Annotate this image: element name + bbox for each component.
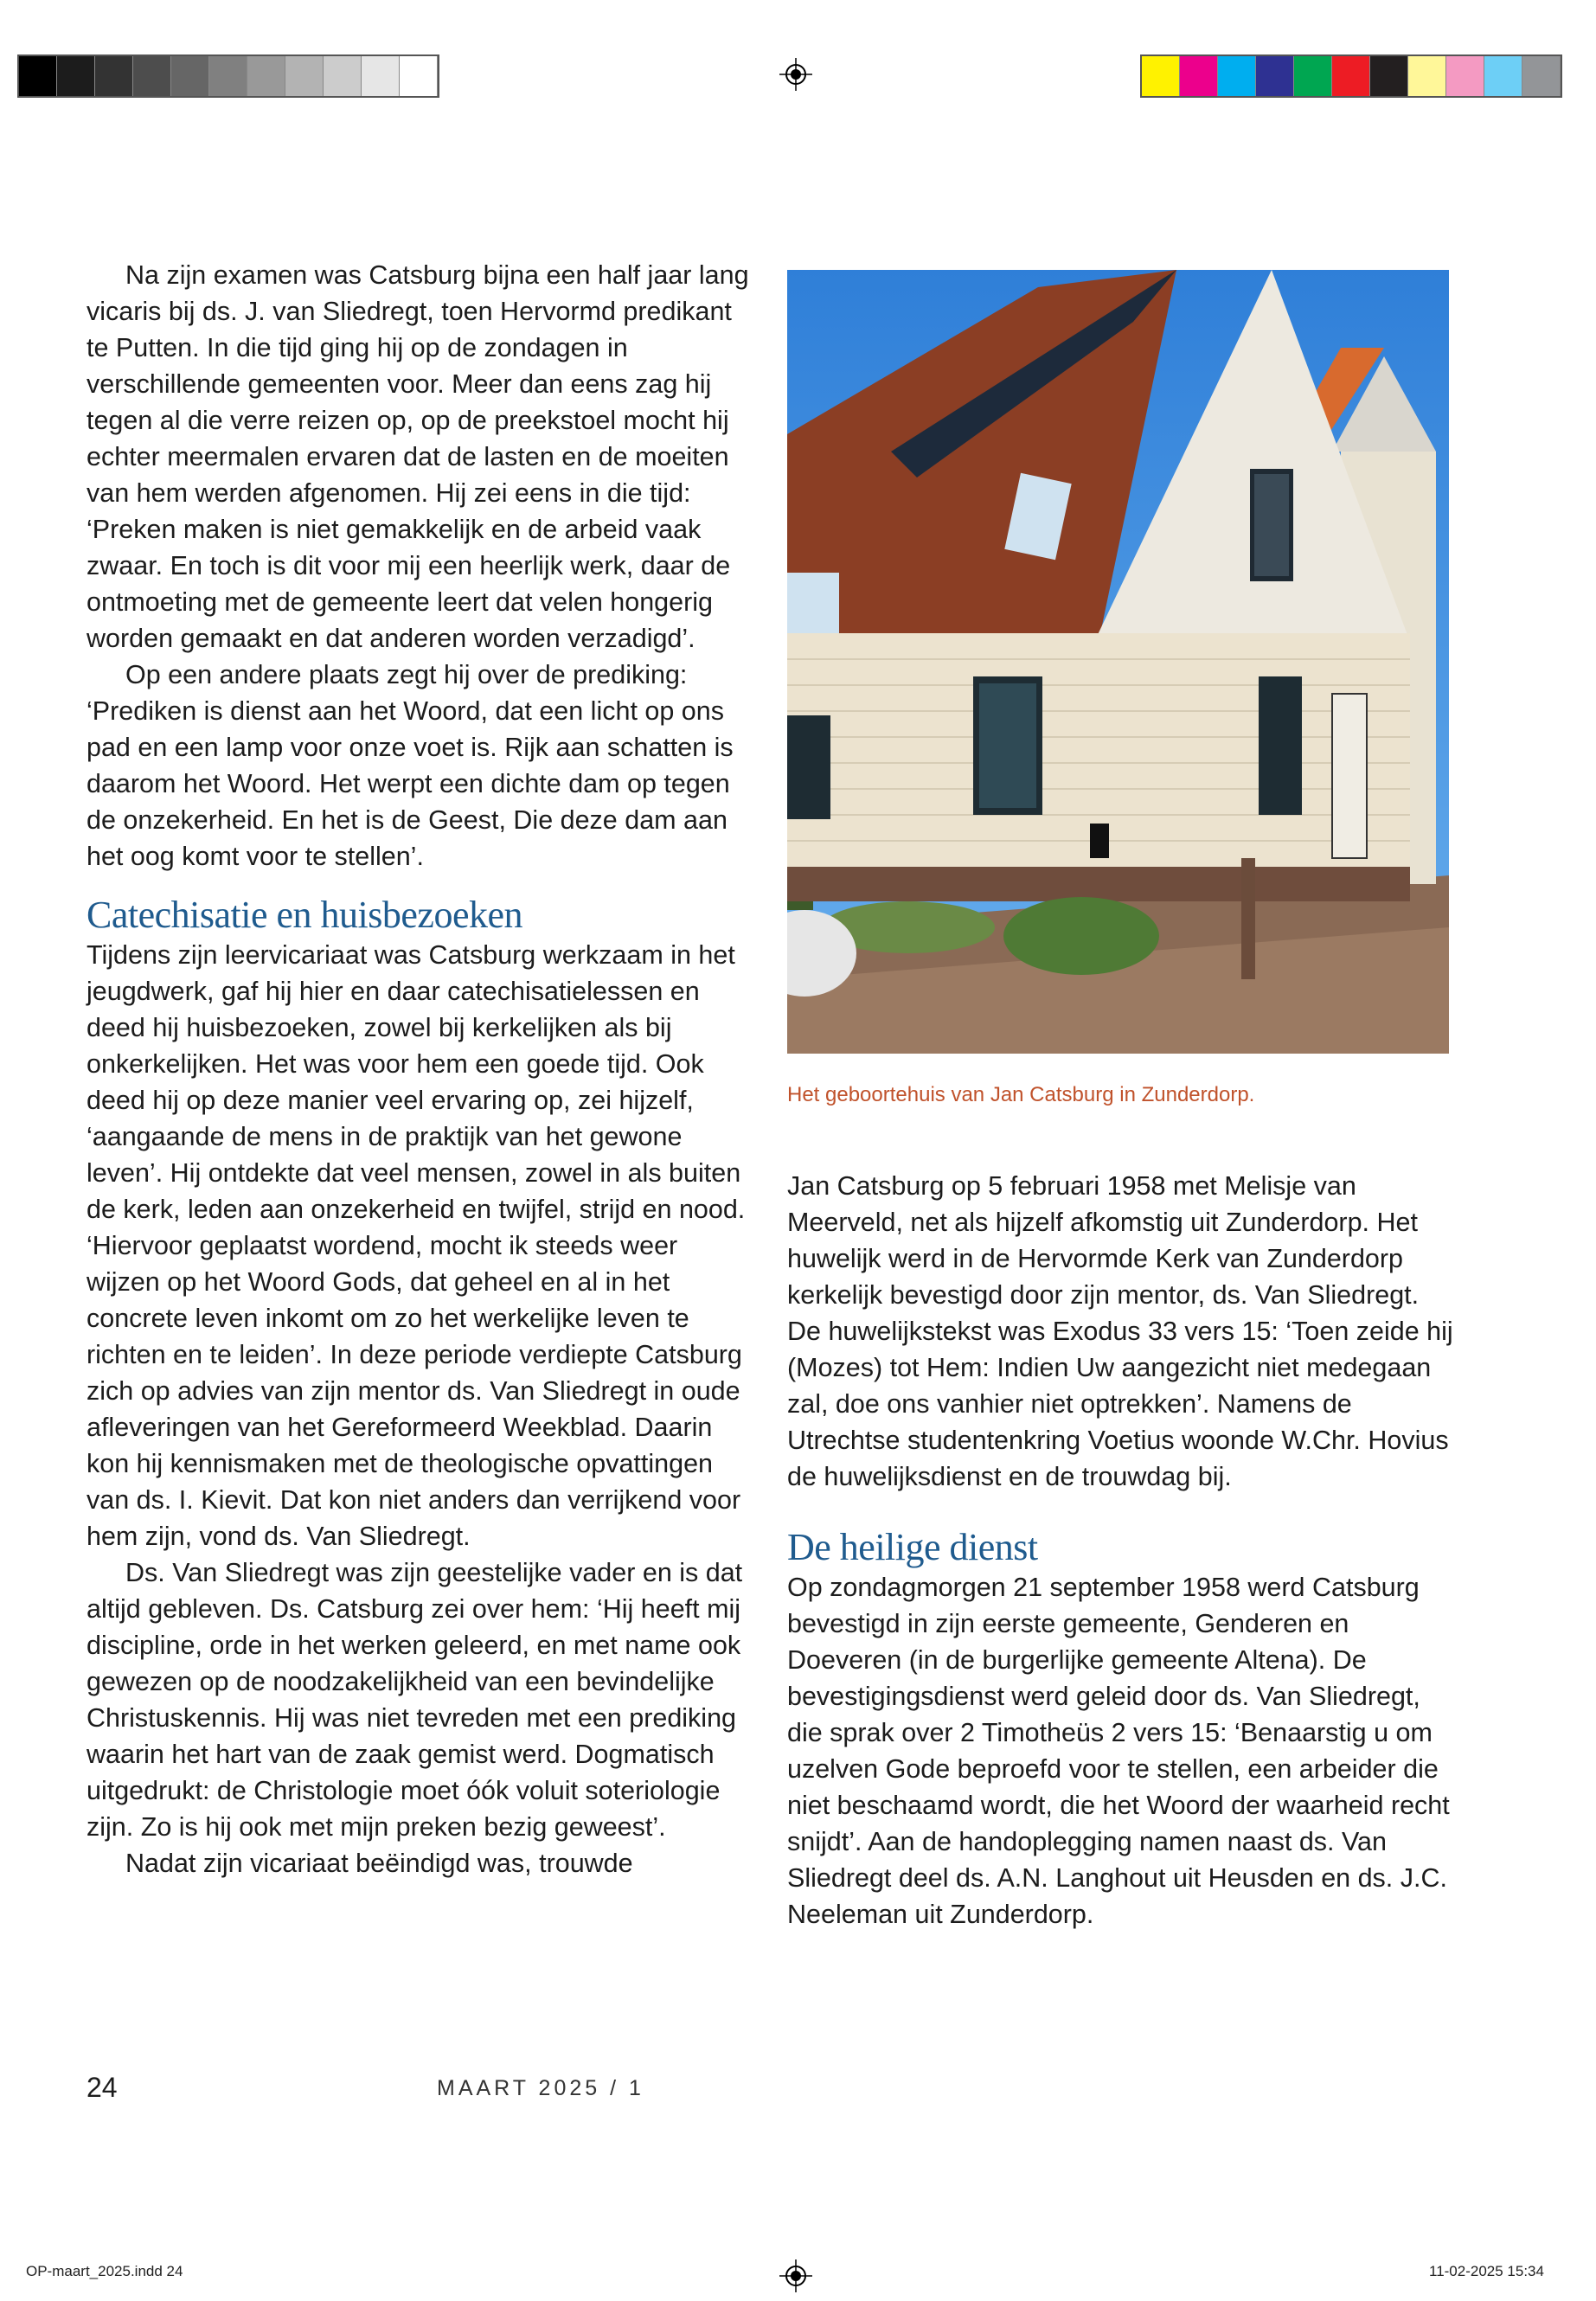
color-swatch [1142,56,1180,96]
color-swatch [1256,56,1294,96]
gray-swatch [133,56,171,96]
gray-swatch [362,56,400,96]
left-text-column [87,257,753,1881]
body-paragraph: Na zijn examen was Catsburg bijna een half jaar lang vicaris bij ds. J. van Sliedregt, toen Hervormd predikant te Putten. In die tijd ging hij op de zondagen in verschillende gemeenten voor. Meer dan eens zag hij tegen al die verre reizen op, op de preekstoel mocht hij echter meermalen ervaren dat de lasten en de moeiten van hem werden afgenomen. Hij zei eens in die tijd: ‘Preken maken is niet gemakkelijk en de arbeid vaak zwaar. En toch is dit voor mij een heerlijk werk, daar de ontmoeting met de gemeente leert dat velen hongerig worden gemaakt en dat anderen worden verzadigd’. [87,260,749,653]
color-calibration-bar [1140,54,1562,98]
right-text-column [787,1168,1453,1932]
registration-mark-bottom [779,2259,812,2292]
color-swatch [1332,56,1370,96]
body-paragraph: Tijdens zijn leervicariaat was Catsburg werkzaam in het jeugdwerk, gaf hij hier en daar catechisatielessen en deed hij huisbezoeken, zowel bij kerkelijken als bij onkerkelijken. Het was voor hem een goede tijd. Ook deed hij op deze manier veel ervaring op, zei hijzelf, ‘aangaande de mens in de praktijk van het gewone leven’. Hij ontdekte dat veel mensen, zowel in als buiten de kerk, leden aan onzekerheid en twijfel, strijd en nood. ‘Hiervoor geplaatst wordend, mocht ik steeds weer wijzen op het Woord Gods, dat geheel en al in het concrete leven inkomt om zo het werkelijke leven te richten en te leiden’. In deze periode verdiepte Catsburg zich op advies van zijn mentor ds. Van Sliedregt in oude afleveringen van het Gereformeerd Weekblad. Daarin kon hij kennismaken met de theologische opvattingen van ds. I. Kievit. Dat kon niet anders dan verrijkend voor hem zijn, vond ds. Van Sliedregt. [87,940,746,1551]
section-heading: Catechisatie en huisbezoeken [87,894,523,936]
gray-swatch [19,56,57,96]
gray-swatch [247,56,285,96]
gray-swatch [400,56,438,96]
house-photo [787,270,1449,1054]
slug-filename: OP-maart_2025.indd 24 [26,2263,183,2279]
color-swatch [1180,56,1218,96]
photo-caption: Het geboortehuis van Jan Catsburg in Zunderdorp. [787,1083,1255,1106]
gray-swatch [285,56,324,96]
color-swatch [1408,56,1446,96]
color-swatch [1522,56,1561,96]
body-paragraph: Nadat zijn vicariaat beëindigd was, trouwde [125,1849,633,1878]
color-swatch [1370,56,1408,96]
body-paragraph: Ds. Van Sliedregt was zijn geestelijke vader en is dat altijd gebleven. Ds. Catsburg zei over hem: ‘Hij heeft mij discipline, orde in het werken geleerd, en met name ook gewezen op de noodzakelijkheid van een bevindelijke Christuskennis. Hij was niet tevreden met een prediking waarin het hart van de zaak gemist werd. Dogmatisch uitgedrukt: de Christologie moet óók voluit soteriologie zijn. Zo is hij ook met mijn preken bezig geweest’. [87,1558,743,1842]
color-swatch [1218,56,1256,96]
slug-timestamp: 11-02-2025 15:34 [1429,2263,1544,2279]
issue-label: MAART 2025 / 1 [437,2076,644,2100]
gray-swatch [324,56,362,96]
color-swatch [1294,56,1332,96]
body-paragraph: Op een andere plaats zegt hij over de prediking: ‘Prediken is dienst aan het Woord, dat een licht op ons pad en een lamp voor onze voet is. Rijk aan schatten is daarom het Woord. Het werpt een dichte dam op tegen de onzekerheid. En het is de Geest, Die deze dam aan het oog komt voor te stellen’. [87,660,734,871]
gray-swatch [57,56,95,96]
grayscale-calibration-bar [17,54,439,98]
color-swatch [1446,56,1484,96]
body-paragraph: Jan Catsburg op 5 februari 1958 met Melisje van Meerveld, net als hijzelf afkomstig uit Zunderdorp. Het huwelijk werd in de Hervormde Kerk van Zunderdorp kerkelijk bevestigd door zijn mentor, ds. Van Sliedregt. De huwelijkstekst was Exodus 33 vers 15: ‘Toen zeide hij (Mozes) tot Hem: Indien Uw aangezicht niet medegaan zal, doe ons vanhier niet optrekken’. Namens de Utrechtse studentenkring Voetius woonde W.Chr. Hovius de huwelijksdienst en de trouwdag bij. [787,1171,1453,1491]
body-paragraph: Op zondagmorgen 21 september 1958 werd Catsburg bevestigd in zijn eerste gemeente, Genderen en Doeveren (in de burgerlijke gemeente Altena). De bevestigingsdienst werd geleid door ds. Van Sliedregt, die sprak over 2 Timotheüs 2 vers 15: ‘Benaarstig u om uzelven Gode beproefd voor te stellen, een arbeider die niet beschaamd wordt, die het Woord der waarheid recht snijdt’. Aan de handoplegging namen naast ds. Van Sliedregt deel ds. A.N. Langhout uit Heusden en ds. J.C. Neeleman uit Zunderdorp. [787,1573,1450,1929]
page-number: 24 [87,2072,118,2103]
color-swatch [1484,56,1522,96]
gray-swatch [171,56,209,96]
gray-swatch [95,56,133,96]
section-heading: De heilige dienst [787,1526,1038,1568]
gray-swatch [209,56,247,96]
registration-mark-top [779,58,812,91]
